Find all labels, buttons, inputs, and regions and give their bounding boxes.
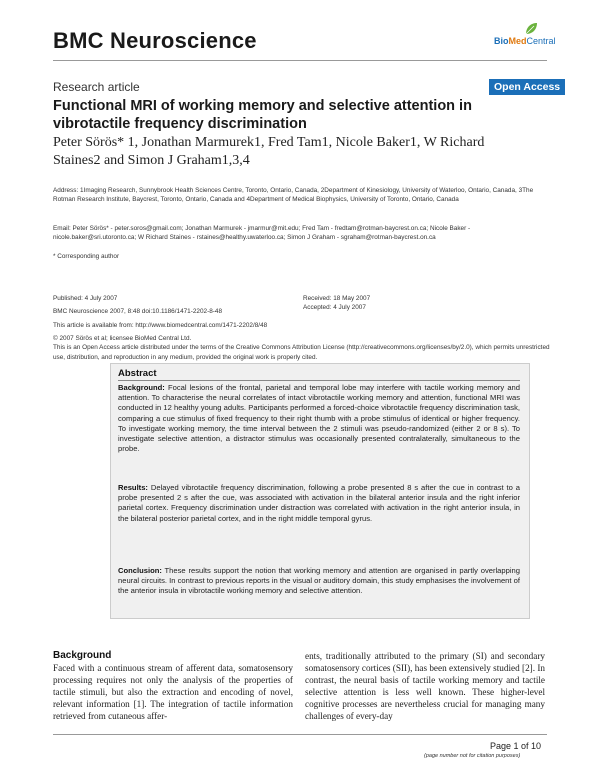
logo-bio: Bio xyxy=(494,36,509,46)
leaf-icon xyxy=(524,22,538,36)
author-emails: Email: Peter Sörös* - peter.soros@gmail.com; Jonathan Marmurek - jmarmur@mit.edu; Fred Tam - fredtam@rotman-baycrest.on.ca; Nicole Baker - nicole.baker@sri.utoronto.ca; W Richard Staines - rstaines@healthy.uwaterloo.ca; Simon J Graham - sgraham@rotman-baycrest.on.ca xyxy=(53,225,471,242)
author-list: Peter Sörös* 1, Jonathan Marmurek1, Fred Tam1, Nicole Baker1, W Richard Staines2 and Simon J Graham1,3,4 xyxy=(53,135,485,168)
biomed-central-logo xyxy=(494,36,556,46)
body-column-left: Faced with a continuous stream of afferent data, somatosensory processing requires not only the analysis of the properties of tactile stimuli, but also the extraction and encoding of novel, relevant information [1]. The integration of tactile information retrieved from cutaneous affer- xyxy=(53,663,293,721)
license-text: This is an Open Access article distributed under the terms of the Creative Commons Attribution License (http://creativecommons.org/licenses/by/2.0), which permits unrestricted use, distribution, and reproduction in any medium, provided the original work is properly cited. xyxy=(53,344,550,361)
abstract-heading: Abstract xyxy=(118,368,157,379)
open-access-badge: Open Access xyxy=(489,79,565,95)
background-text: Focal lesions of the frontal, parietal and temporal lobe may interfere with tactile working memory and attention. To characterise the neural correlates of intact vibrotactile working memory and attention, functional MRI was conducted in 12 healthy young adults. Participants performed a forced-choice vibrotactile frequency discrimination task, comparing a cue stimulus of fixed frequency to their right thumb with a probe stimulus of identical or higher frequency. To investigate working memory, the time interval between the 2 stimuli was pseudo-randomized (either 2 or 8 s). To investigate selective attention, a distractor stimulus was occasionally presented contralaterally, simultaneous to the probe. xyxy=(118,383,520,454)
received-date: Received: 18 May 2007 xyxy=(303,295,371,302)
section-heading-background: Background xyxy=(53,650,112,661)
conclusion-label: Conclusion: xyxy=(118,566,162,575)
results-label: Results: xyxy=(118,483,148,492)
copyright-line: © 2007 Sörös et al; licensee BioMed Central Ltd. xyxy=(53,335,192,342)
copyright xyxy=(53,334,553,362)
background-label: Background: xyxy=(118,383,165,392)
dates-info xyxy=(303,294,503,313)
article-url[interactable]: This article is available from: http://www.biomedcentral.com/1471-2202/8/48 xyxy=(53,321,268,329)
publication-info xyxy=(53,294,303,330)
published-date: Published: 4 July 2007 xyxy=(53,295,118,302)
results-text: Delayed vibrotactile frequency discrimination, following a probe presented 8 s after the cue in contrast to a probe presented 2 s after the cue, was associated with activation in the bilateral anterior insula and the right inferior parietal cortex. Frequency discrimination under distraction was correlated with activation in the right anterior insula, in the bilateral posterior parietal cortex, and in the right middle temporal gyrus. xyxy=(118,483,520,523)
body-column-right: ents, traditionally attributed to the primary (SI) and secondary somatosensory cortices (SII), has been extensively studied [2]. In contrast, the neural basis of tactile working memory and tactile selective attention is less well known. These higher-level cognitive processes are nevertheless crucial for managing many challenges of every-day xyxy=(305,651,545,721)
abstract-conclusion xyxy=(118,566,520,597)
affiliations: Address: 1Imaging Research, Sunnybrook Health Sciences Centre, Toronto, Ontario, Canada, 2Department of Kinesiology, University of Waterloo, Ontario, Canada, 3The Rotman Research Institute, Baycrest, Toronto, Ontario, Canada and 4Department of Medical Biophysics, University of Toronto, Ontario, Canada xyxy=(53,187,534,204)
citation: BMC Neuroscience 2007, 8:48 doi:10.1186/1471-2202-8-48 xyxy=(53,308,222,316)
logo-central: Central xyxy=(526,36,556,46)
conclusion-text: These results support the notion that working memory and attention are organised in partly overlapping neural circuits. In contrast to previous reports in the visual or auditory domain, this study emphasises the involvement of the anterior insula in vibrotactile working memory and selective attention. xyxy=(118,566,520,596)
journal-title: BMC Neuroscience xyxy=(53,28,257,53)
abstract-background xyxy=(118,383,520,454)
header-rule xyxy=(53,60,547,61)
page-note: (page number not for citation purposes) xyxy=(424,753,521,759)
page-number: Page 1 of 10 xyxy=(490,741,542,751)
abstract-results xyxy=(118,483,520,524)
corresponding-note: * Corresponding author xyxy=(53,253,120,260)
article-title: Functional MRI of working memory and selective attention in vibrotactile frequency discrimination xyxy=(53,98,472,132)
article-type: Research article xyxy=(53,80,140,94)
footer-rule xyxy=(53,734,547,735)
logo-med: Med xyxy=(508,36,527,46)
accepted-date: Accepted: 4 July 2007 xyxy=(303,304,366,312)
abstract-rule xyxy=(118,380,520,381)
